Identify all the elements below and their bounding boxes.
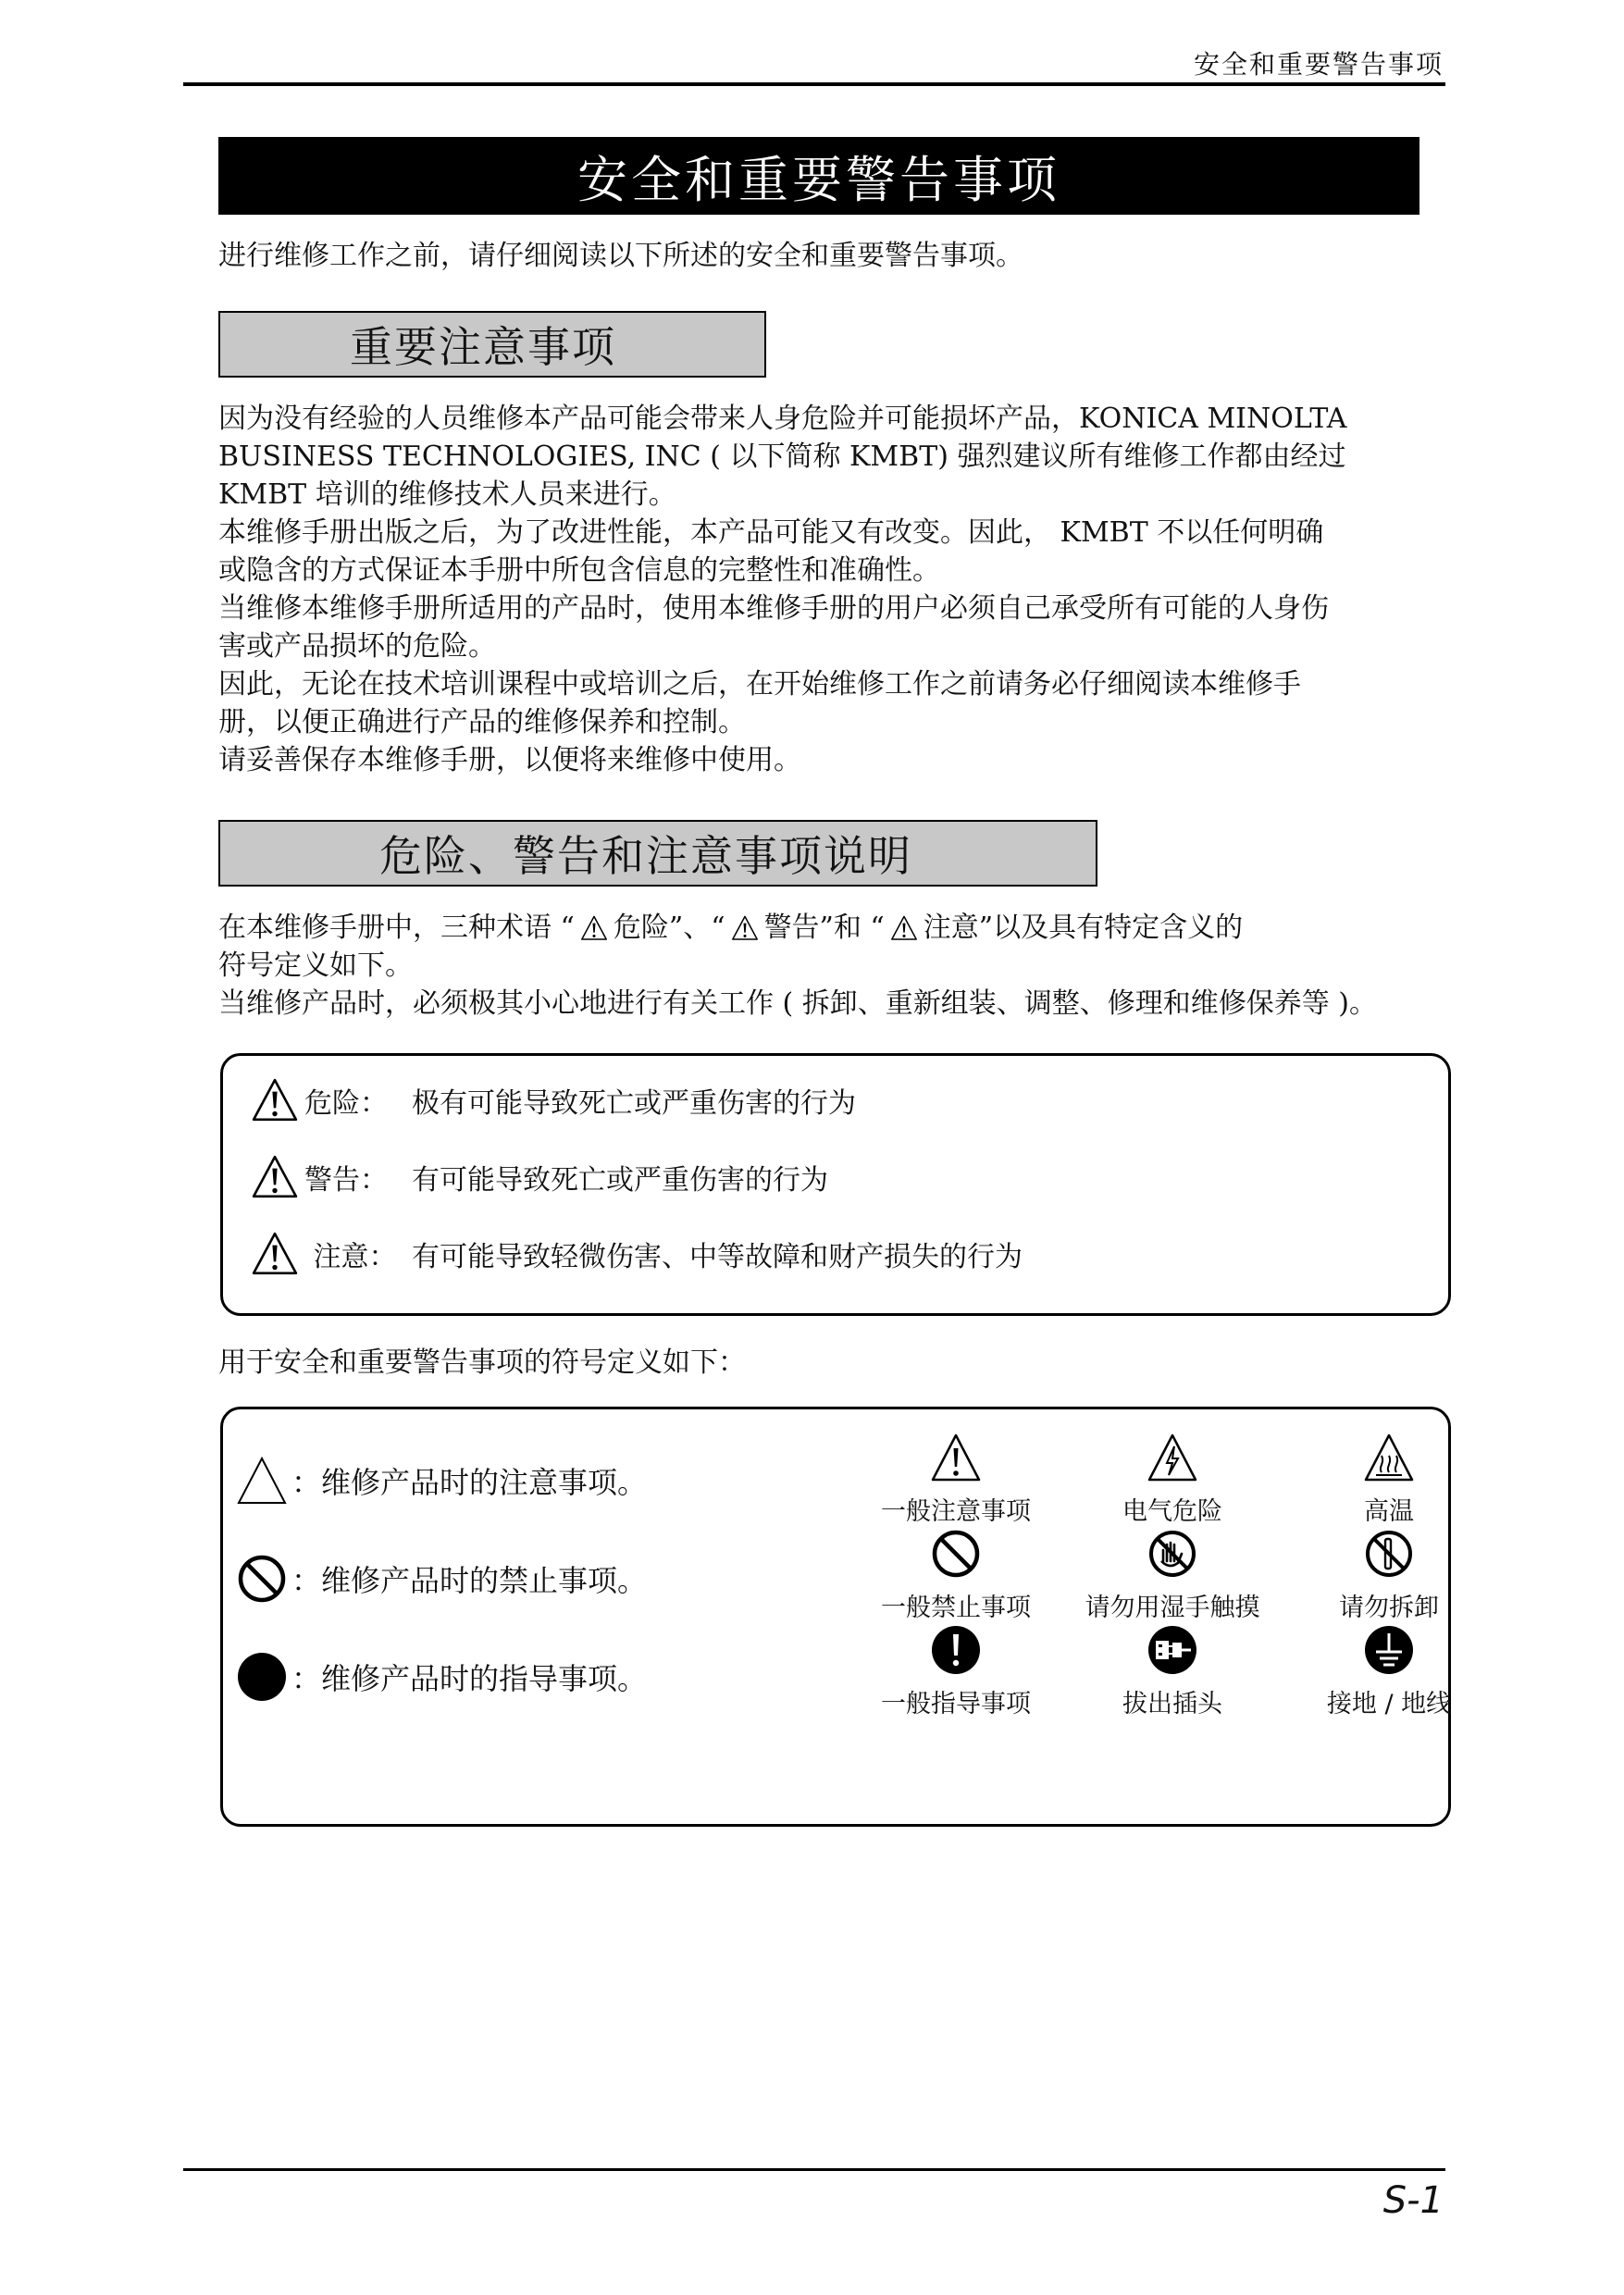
icon-cell-electrical-hazard: [1061, 1432, 1283, 1527]
warning-triangle-icon: [580, 914, 608, 942]
text-line: 本维修手册出版之后，为了改进性能，本产品可能又有改变。因此， KMBT 不以任何明确: [218, 516, 1324, 549]
icon-caption: 拔出插头: [1122, 1690, 1222, 1718]
icon-cell-high-temperature: [1278, 1432, 1500, 1527]
intro-paragraph: 进行维修工作之前，请仔细阅读以下所述的安全和重要警告事项。: [218, 240, 1023, 272]
icon-caption: 一般注意事项: [881, 1497, 1031, 1526]
symbol-row-prohibition: [236, 1546, 647, 1611]
section-heading-important-notes: 重要注意事项: [218, 311, 766, 378]
general-instruction-icon: [930, 1624, 982, 1676]
general-prohibition-icon: [930, 1528, 982, 1580]
text-line: 或隐含的方式保证本手册中所包含信息的完整性和准确性。: [218, 554, 940, 587]
icon-caption: 电气危险: [1122, 1497, 1222, 1526]
text-line: BUSINESS TECHNOLOGIES, INC ( 以下简称 KMBT) 强烈建议所有维修工作都由经过: [218, 440, 1346, 473]
icon-caption: 请勿拆卸: [1339, 1594, 1439, 1622]
symbol-description: ：维修产品时的指导事项。: [291, 1661, 648, 1696]
text-fragment: 警告”和 “: [763, 912, 885, 944]
do-not-disassemble-icon: [1363, 1528, 1415, 1580]
icon-cell-unplug: [1061, 1624, 1283, 1719]
icon-caption: 一般禁止事项: [881, 1594, 1031, 1622]
text-line: KMBT 培训的维修技术人员来进行。: [218, 478, 676, 511]
icon-cell-no-wet-hands: [1061, 1528, 1283, 1623]
icon-cell-general-instruction: [845, 1624, 1067, 1719]
text-line: 符号定义如下。: [218, 949, 413, 982]
definition-description: 有可能导致死亡或严重伤害的行为: [412, 1164, 828, 1197]
filled-circle-icon: [236, 1651, 288, 1703]
text-line: 请妥善保存本维修手册，以便将来维修中使用。: [218, 744, 801, 776]
definition-row-warning: [251, 1149, 828, 1205]
definition-term: 警告：: [304, 1164, 388, 1197]
text-line: 害或产品损坏的危险。: [218, 630, 496, 663]
warning-triangle-icon: [890, 914, 918, 942]
running-header: 安全和重要警告事项: [1193, 49, 1444, 80]
text-line: 册，以便正确进行产品的维修保养和控制。: [218, 706, 746, 738]
prohibition-circle-icon: [236, 1553, 288, 1605]
text-fragment: 注意”以及具有特定含义的: [923, 912, 1244, 944]
text-fragment: 危险”、“: [613, 912, 725, 944]
icon-caption: 请勿用湿手触摸: [1085, 1594, 1260, 1622]
no-wet-hands-icon: [1147, 1528, 1198, 1580]
warning-triangle-icon: [251, 1153, 299, 1201]
page-title: 安全和重要警告事项: [218, 137, 1419, 215]
icon-cell-do-not-disassemble: [1278, 1528, 1500, 1623]
electrical-hazard-icon: [1147, 1432, 1198, 1483]
important-notes-body: [218, 400, 1346, 779]
warning-triangle-icon: [731, 914, 759, 942]
definition-row-caution: [251, 1226, 1023, 1282]
text-line: [218, 909, 1377, 947]
page-number: S-1: [1382, 2179, 1444, 2222]
definition-term: 注意：: [304, 1241, 397, 1273]
symbol-description: ：维修产品时的禁止事项。: [291, 1563, 648, 1598]
definition-description: 极有可能导致死亡或严重伤害的行为: [412, 1087, 856, 1120]
unplug-icon: [1147, 1624, 1198, 1676]
section-heading-hazard-explanations: 危险、警告和注意事项说明: [218, 820, 1097, 887]
icon-cell-general-caution: [845, 1432, 1067, 1527]
icon-caption: 一般指导事项: [881, 1690, 1031, 1718]
warning-triangle-icon: [251, 1230, 299, 1278]
triangle-outline-icon: [236, 1455, 288, 1507]
icon-caption: 高温: [1364, 1497, 1414, 1526]
high-temperature-icon: [1363, 1432, 1415, 1483]
symbol-description: ：维修产品时的注意事项。: [291, 1465, 648, 1500]
ground-icon: [1363, 1624, 1415, 1676]
symbols-intro: 用于安全和重要警告事项的符号定义如下：: [218, 1346, 746, 1379]
hazard-definitions-panel: [220, 1053, 1451, 1316]
text-line: 当维修产品时，必须极其小心地进行有关工作 ( 拆卸、重新组装、调整、修理和维修保养等 )。: [218, 987, 1378, 1020]
icon-caption: 接地 / 地线: [1326, 1690, 1452, 1718]
definition-term: 危险：: [304, 1087, 388, 1120]
symbol-row-caution: [236, 1448, 647, 1513]
symbols-panel: [220, 1407, 1451, 1827]
general-caution-icon: [930, 1432, 982, 1483]
definition-row-danger: [251, 1073, 856, 1128]
definition-description: 有可能导致轻微伤害、中等故障和财产损失的行为: [412, 1241, 1023, 1273]
text-line: 因此，无论在技术培训课程中或培训之后，在开始维修工作之前请务必仔细阅读本维修手: [218, 668, 1301, 701]
icon-cell-general-prohibition: [845, 1528, 1067, 1623]
symbol-row-instruction: [236, 1644, 647, 1709]
text-fragment: 在本维修手册中，三种术语 “: [218, 912, 575, 944]
warning-triangle-icon: [251, 1076, 299, 1124]
hazard-explanation-body: [218, 909, 1377, 1023]
text-line: 当维修本维修手册所适用的产品时，使用本维修手册的用户必须自己承受所有可能的人身伤: [218, 592, 1329, 625]
icon-cell-ground: [1278, 1624, 1500, 1719]
header-rule: [183, 82, 1445, 86]
footer-rule: [183, 2168, 1445, 2171]
text-line: 因为没有经验的人员维修本产品可能会带来人身危险并可能损坏产品，KONICA MINOLTA: [218, 403, 1347, 435]
